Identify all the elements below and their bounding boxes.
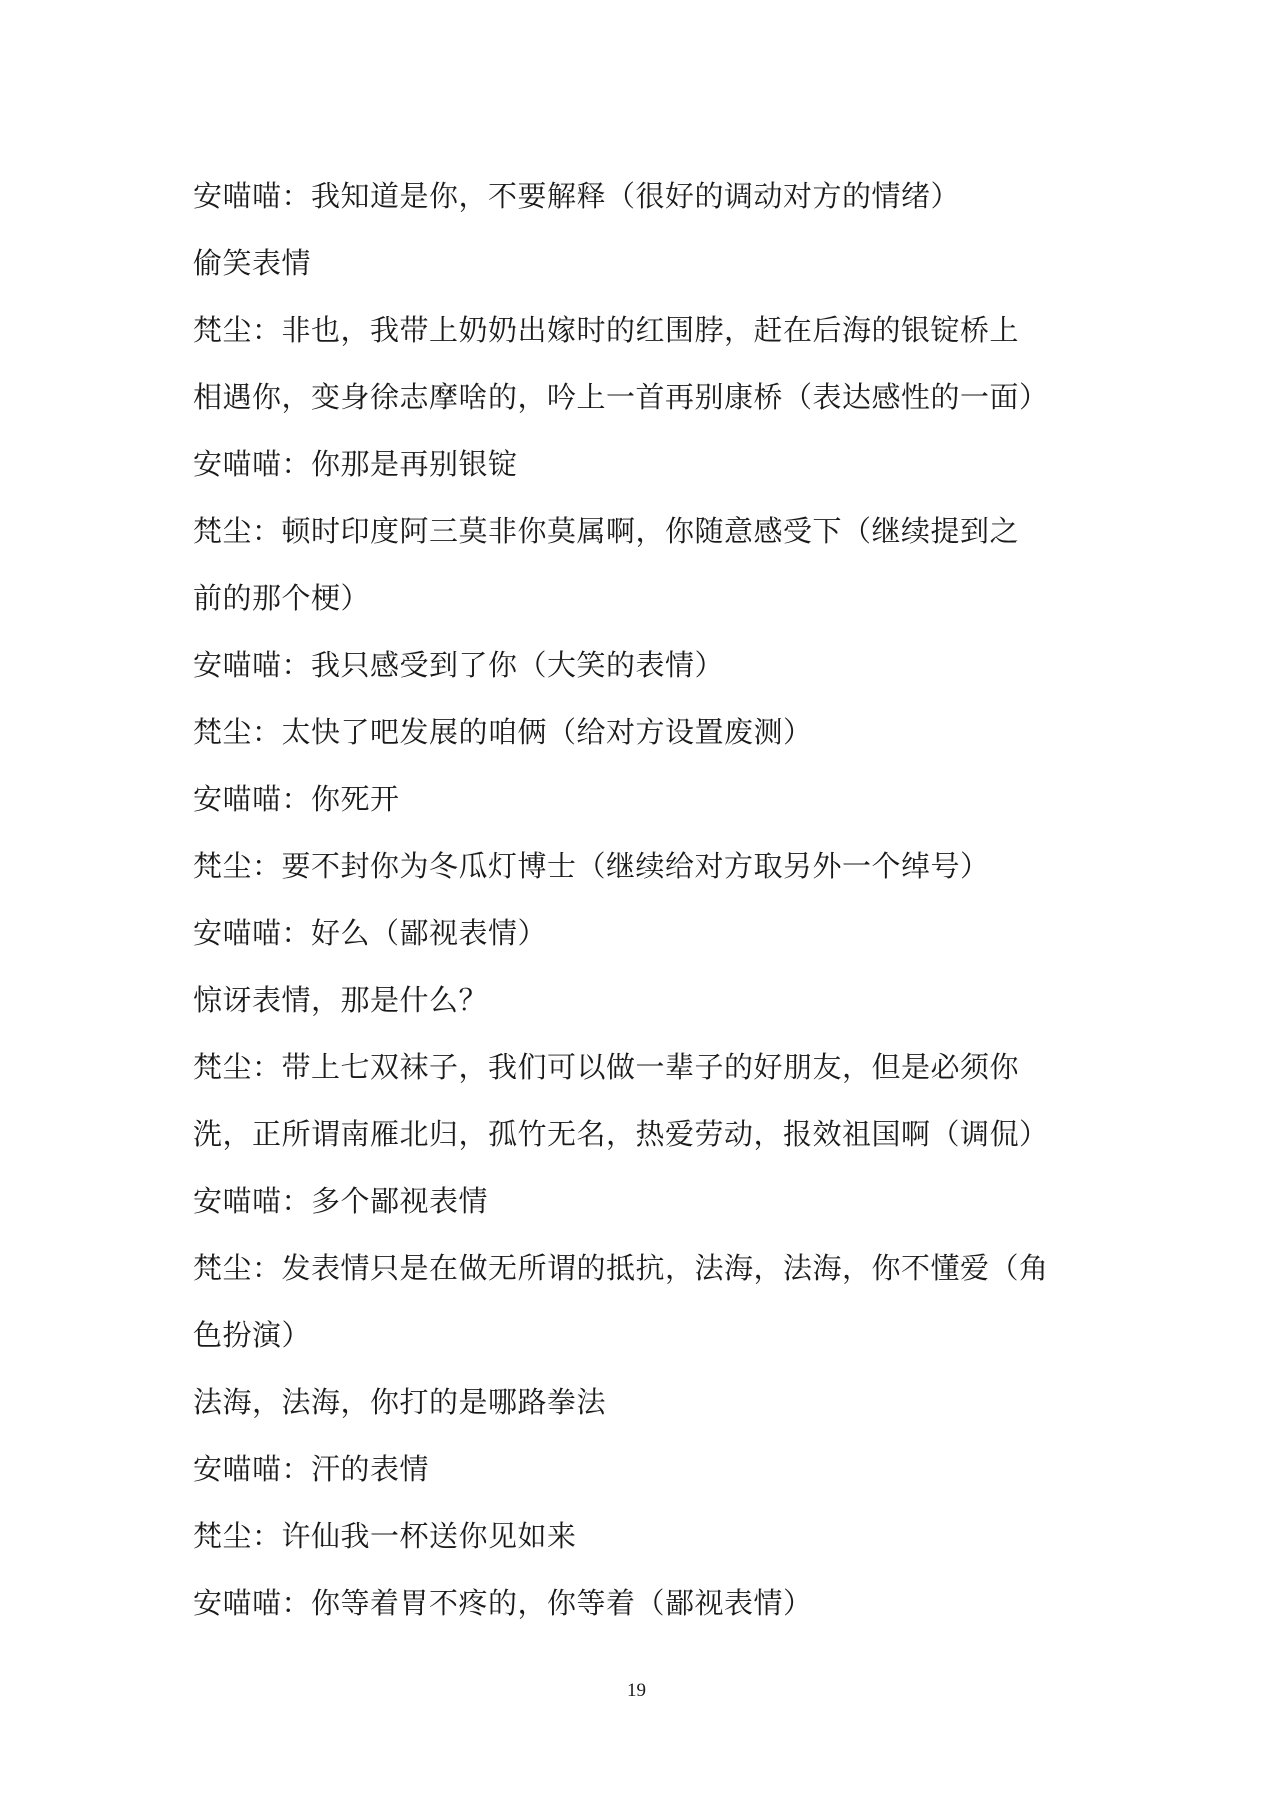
text-line: 梵尘：发表情只是在做无所谓的抵抗，法海，法海，你不懂爱（角: [193, 1251, 1049, 1285]
page-number: 19: [627, 1680, 646, 1701]
text-line: 相遇你，变身徐志摩啥的，吟上一首再别康桥（表达感性的一面）: [193, 380, 1049, 414]
text-line: 梵尘：要不封你为冬瓜灯博士（继续给对方取另外一个绰号）: [193, 849, 990, 883]
text-line: 惊讶表情，那是什么？: [193, 983, 489, 1017]
text-line: 洗，正所谓南雁北归，孤竹无名，热爱劳动，报效祖国啊（调侃）: [193, 1117, 1049, 1151]
text-line: 梵尘：太快了吧发展的咱俩（给对方设置废测）: [193, 715, 813, 749]
text-line: 安喵喵：我知道是你，不要解释（很好的调动对方的情绪）: [193, 179, 961, 213]
text-line: 安喵喵：我只感受到了你（大笑的表情）: [193, 648, 725, 682]
text-line: 安喵喵：好么（鄙视表情）: [193, 916, 548, 950]
dialogue-body: [193, 163, 1093, 1637]
text-line: 前的那个梗）: [193, 581, 371, 615]
text-line: 梵尘：顿时印度阿三莫非你莫属啊，你随意感受下（继续提到之: [193, 514, 1020, 548]
text-line: 梵尘：非也，我带上奶奶出嫁时的红围脖，赶在后海的银锭桥上: [193, 313, 1020, 347]
text-line: 安喵喵：汗的表情: [193, 1452, 430, 1486]
text-line: 安喵喵：多个鄙视表情: [193, 1184, 489, 1218]
text-line: 安喵喵：你那是再别银锭: [193, 447, 518, 481]
text-line: 梵尘：带上七双袜子，我们可以做一辈子的好朋友，但是必须你: [193, 1050, 1020, 1084]
text-line: 梵尘：许仙我一杯送你见如来: [193, 1519, 577, 1553]
text-line: 安喵喵：你等着胃不疼的，你等着（鄙视表情）: [193, 1586, 813, 1620]
text-line: 安喵喵：你死开: [193, 782, 400, 816]
text-line: 法海，法海，你打的是哪路拳法: [193, 1385, 607, 1419]
text-line: 色扮演）: [193, 1318, 312, 1352]
text-line: 偷笑表情: [193, 246, 312, 280]
